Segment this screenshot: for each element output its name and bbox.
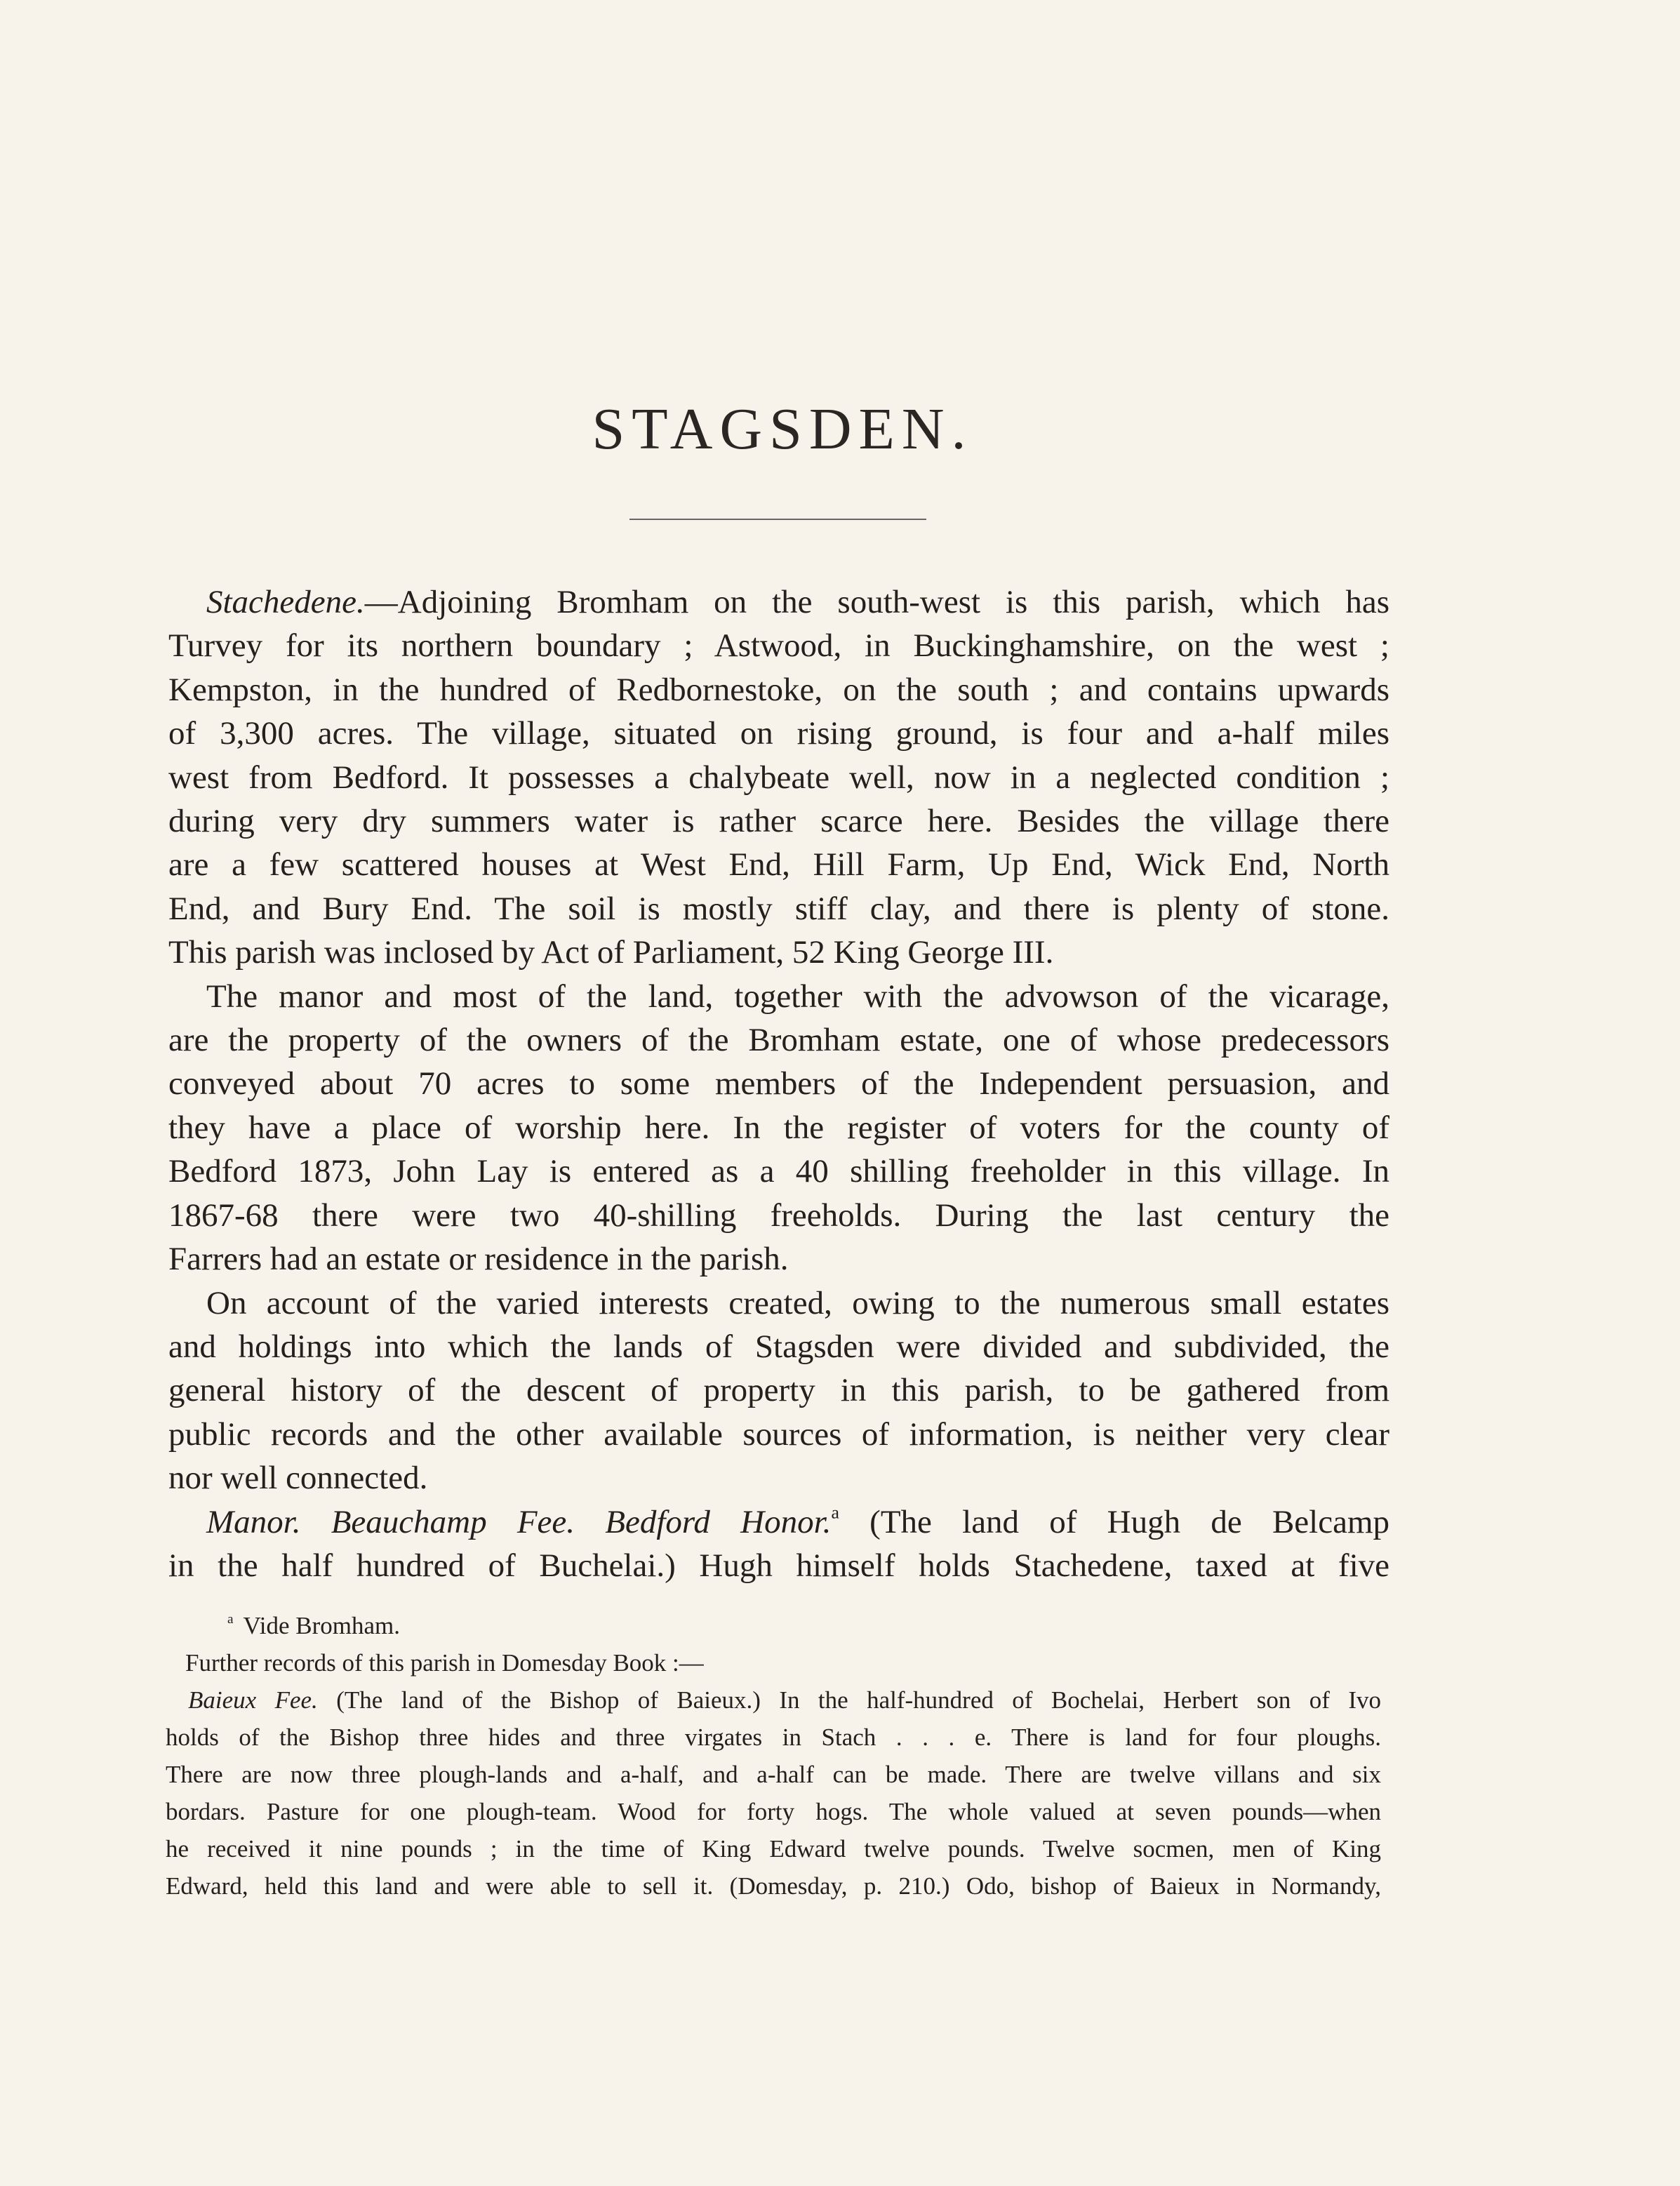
footnote-marker: a (227, 1611, 234, 1627)
footnote-line: Edward, held this land and were able to sell it. (Domesday, p. 210.) Odo, bishop of Baieux in Normandy, (166, 1872, 1381, 1900)
body-line: On account of the varied interests created, owing to the numerous small estates (206, 1284, 1389, 1321)
footnote-reference: a (831, 1501, 839, 1522)
italic-section-heading: Manor. Beauchamp Fee. Bedford Honor. (206, 1503, 832, 1540)
line-text: —Adjoining Bromham on the south-west is this parish, which has (364, 584, 1389, 620)
line-text: (The land of Hugh de Belcamp (869, 1503, 1390, 1540)
body-line: and holdings into which the lands of Stagsden were divided and subdivided, the (168, 1328, 1389, 1365)
body-line: 1867-68 there were two 40-shilling freeholds. During the last century the (168, 1197, 1389, 1234)
body-line: in the half hundred of Buchelai.) Hugh himself holds Stachedene, taxed at five (168, 1547, 1389, 1584)
footnote-line: he received it nine pounds ; in the time of King Edward twelve pounds. Twelve socmen, men of King (166, 1835, 1381, 1862)
body-line: This parish was inclosed by Act of Parliament, 52 King George III. (168, 934, 1054, 971)
footnote-text: (The land of the Bishop of Baieux.) In the half-hundred of Bochelai, Herbert son of Ivo (336, 1686, 1382, 1714)
footnote-a (166, 1607, 1381, 1644)
body-line: The manor and most of the land, together with the advowson of the vicarage, (206, 978, 1389, 1015)
body-line: west from Bedford. It possesses a chalybeate well, now in a neglected condition ; (168, 759, 1389, 796)
footnotes (166, 1607, 1381, 1905)
paragraph-1 (168, 580, 1389, 975)
body-line: of 3,300 acres. The village, situated on rising ground, is four and a-half miles (168, 715, 1389, 752)
body-line: during very dry summers water is rather scarce here. Besides the village there (168, 803, 1389, 840)
body-line: conveyed about 70 acres to some members of the Independent persuasion, and (168, 1065, 1389, 1102)
body-line: Bedford 1873, John Lay is entered as a 40 shilling freeholder in this village. In (168, 1153, 1389, 1190)
footnote-line: There are now three plough-lands and a-half, and a-half can be made. There are twelve villans and six (166, 1761, 1381, 1788)
body-line: Farrers had an estate or residence in the parish. (168, 1241, 789, 1278)
body-line: Turvey for its northern boundary ; Astwood, in Buckinghamshire, on the west ; (168, 627, 1389, 665)
title-rule (629, 519, 926, 520)
footnote-line: holds of the Bishop three hides and three virgates in Stach . . . e. There is land for four ploughs. (166, 1724, 1381, 1751)
italic-fee-name: Baieux Fee. (188, 1686, 318, 1714)
body-line: general history of the descent of property in this parish, to be gathered from (168, 1372, 1389, 1409)
body-line (168, 580, 1389, 624)
paragraph-3 (168, 1281, 1389, 1500)
footnote-line (166, 1681, 1381, 1719)
footnote-line: bordars. Pasture for one plough-team. Wood for forty hogs. The whole valued at seven pounds—when (166, 1798, 1381, 1825)
body-line: are the property of the owners of the Bromham estate, one of whose predecessors (168, 1022, 1389, 1059)
body-line: Kempston, in the hundred of Redbornestoke, on the south ; and contains upwards (168, 671, 1389, 708)
body-line: End, and Bury End. The soil is mostly stiff clay, and there is plenty of stone. (168, 890, 1389, 927)
page-title: STAGSDEN. (592, 396, 973, 462)
body-line: nor well connected. (168, 1460, 428, 1497)
body-line (168, 1500, 1389, 1544)
paragraph-2 (168, 975, 1389, 1281)
body-line: are a few scattered houses at West End, Hill Farm, Up End, Wick End, North (168, 846, 1389, 884)
main-text (168, 580, 1389, 1587)
footnote-intro: Further records of this parish in Domesday Book :— (185, 1649, 704, 1677)
italic-place-name: Stachedene. (206, 584, 365, 620)
body-line: they have a place of worship here. In the register of voters for the county of (168, 1109, 1389, 1146)
body-line: public records and the other available sources of information, is neither very clear (168, 1415, 1389, 1453)
paragraph-4 (168, 1500, 1389, 1588)
footnote-text: Vide Bromham. (243, 1612, 400, 1639)
